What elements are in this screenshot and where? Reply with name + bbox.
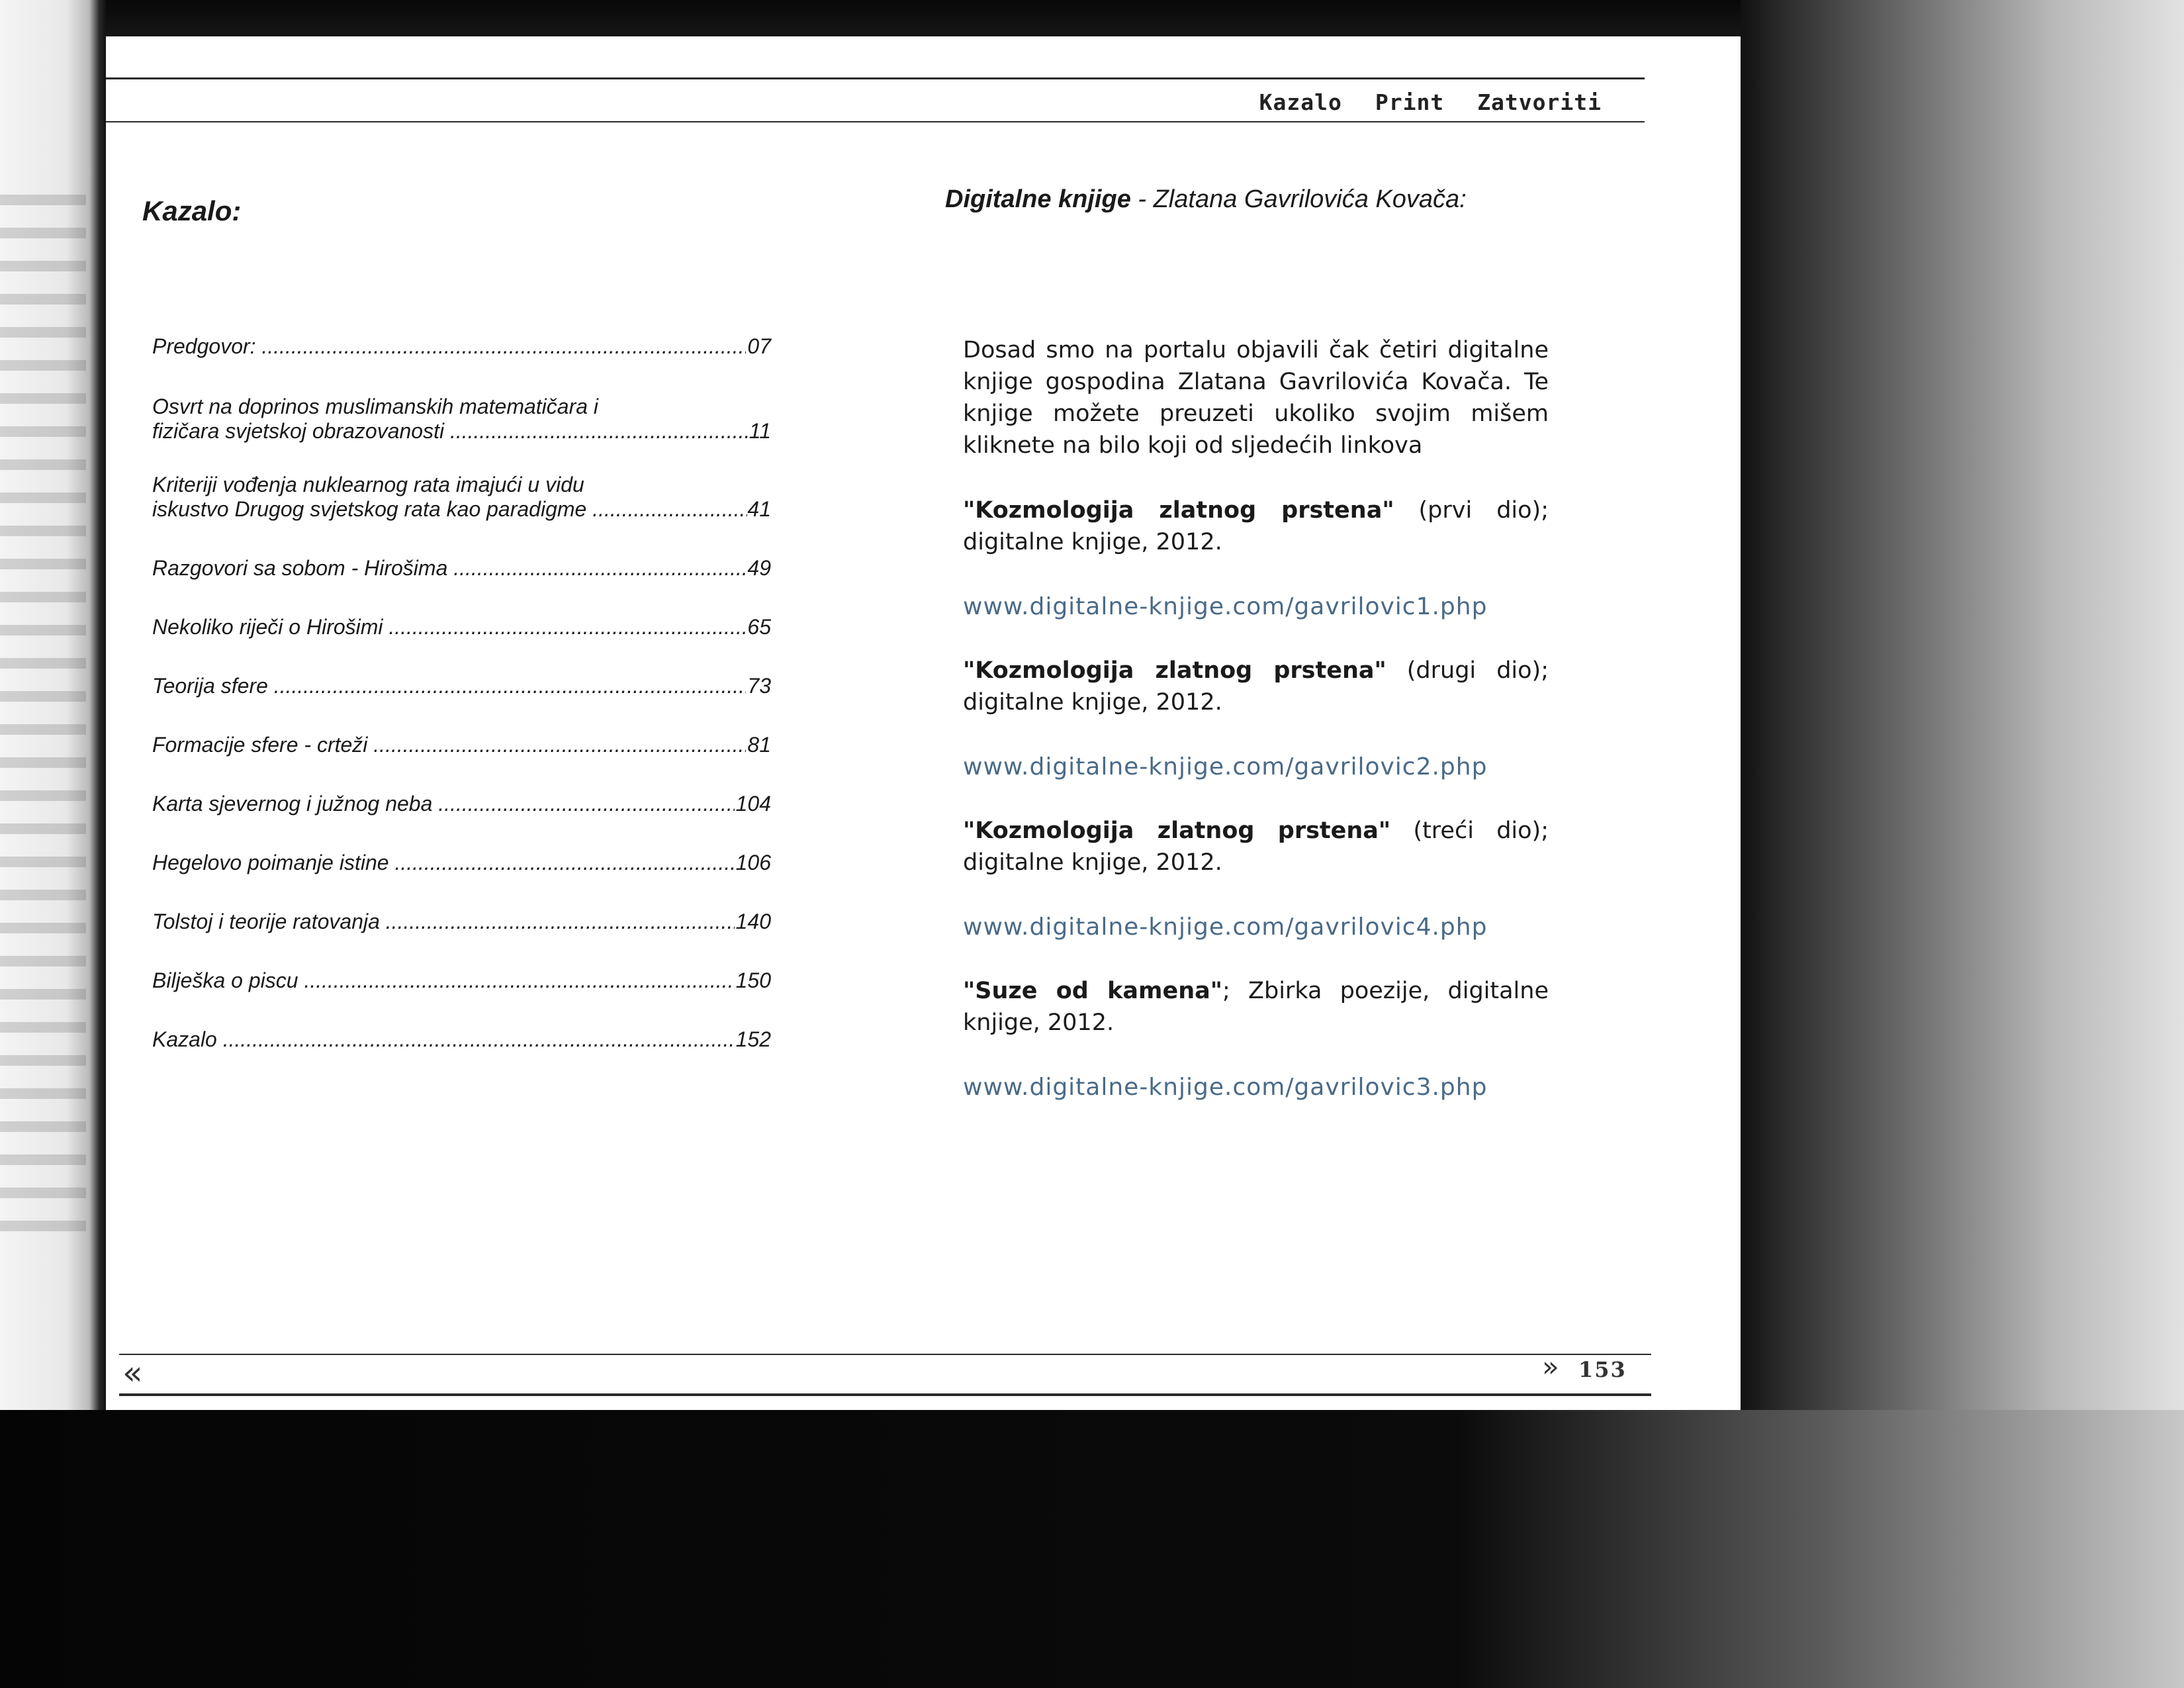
book-title: "Suze od kamena" — [963, 978, 1222, 1004]
book-description: ; Zbirka poezije, digitalne knjige, 2012. — [963, 978, 1549, 1036]
digital-books-heading — [945, 185, 1467, 214]
toc-item[interactable] — [152, 473, 771, 522]
book-title: "Kozmologija zlatnog prstena" — [963, 657, 1387, 684]
toc-page-number: 73 — [747, 674, 771, 698]
book-page — [106, 36, 1741, 1410]
toc-title: Bilješka o piscu ..... — [152, 968, 735, 993]
toc-title: Hegelovo poimanje istine ..... — [152, 851, 735, 875]
toc-page-number: 49 — [747, 556, 771, 580]
scan-border-bottom — [0, 1410, 2184, 1688]
book-entry — [963, 655, 1549, 718]
toc-item[interactable] — [152, 851, 771, 875]
book-description: (treći dio); digitalne knjige, 2012. — [963, 818, 1549, 876]
book-entry — [963, 815, 1549, 878]
footer-rule-bottom — [119, 1393, 1651, 1396]
toolbar — [1259, 89, 1602, 115]
toc-title-line1: Osvrt na doprinos muslimanskih matematičara i — [152, 395, 599, 418]
toc-page-number: 140 — [735, 910, 771, 933]
footer-rule-top — [119, 1354, 1651, 1355]
book-title: "Kozmologija zlatnog prstena" — [963, 818, 1391, 844]
book-title: "Kozmologija zlatnog prstena" — [963, 497, 1394, 524]
digital-books-content — [963, 334, 1549, 1135]
book-download-link[interactable]: www.digitalne-knjige.com/gavrilovic4.php — [963, 914, 1488, 941]
toc-page-number: 152 — [735, 1027, 771, 1051]
toc-page-number: 65 — [747, 615, 771, 639]
toc-title-line1: Kriteriji vođenja nuklearnog rata imajući u vidu — [152, 473, 584, 496]
toc-item[interactable] — [152, 792, 771, 816]
book-download-link[interactable]: www.digitalne-knjige.com/gavrilovic2.php — [963, 753, 1488, 780]
table-of-contents — [152, 334, 771, 1052]
book-description: (drugi dio); digitalne knjige, 2012. — [963, 657, 1549, 716]
toc-item[interactable] — [152, 556, 771, 581]
scan-bleed-text — [0, 172, 86, 1231]
book-download-link[interactable]: www.digitalne-knjige.com/gavrilovic3.php — [963, 1074, 1488, 1101]
toc-item[interactable] — [152, 674, 771, 698]
toc-title: Nekoliko riječi o Hirošimi ..... — [152, 615, 746, 639]
book-entry — [963, 494, 1549, 558]
toc-title: Tolstoj i teorije ratovanja ..... — [152, 910, 735, 934]
intro-paragraph: Dosad smo na portalu objavili čak četiri digitalne knjige gospodina Zlatana Gavrilovića Kovača. Te knjige možete preuzeti ukoliko svojim mišem kliknete na bilo koji od sljedećih linkova — [963, 337, 1549, 459]
toc-page-number: 07 — [747, 334, 771, 358]
top-rule — [106, 77, 1645, 79]
toc-title-line2: iskustvo Drugog svjetskog rata kao paradigme ..... — [152, 497, 747, 522]
toc-page-number: 106 — [735, 851, 771, 874]
previous-page-icon[interactable]: « — [122, 1354, 143, 1392]
toc-page-number: 11 — [749, 419, 771, 443]
print-link[interactable]: Print — [1375, 89, 1445, 115]
book-description: (prvi dio); digitalne knjige, 2012. — [963, 497, 1549, 555]
toc-page-number: 81 — [747, 733, 771, 757]
toc-item[interactable] — [152, 615, 771, 639]
digital-books-heading-rest: - Zlatana Gavrilovića Kovača: — [1130, 185, 1467, 213]
toc-title: Kazalo ..... — [152, 1027, 735, 1052]
toc-item[interactable] — [152, 334, 771, 359]
book-download-link[interactable]: www.digitalne-knjige.com/gavrilovic1.php — [963, 593, 1488, 620]
toc-item[interactable] — [152, 968, 771, 993]
digital-books-heading-bold: Digitalne knjige — [945, 185, 1131, 213]
toc-title: Karta sjevernog i južnog neba ..... — [152, 792, 735, 816]
toc-item[interactable] — [152, 733, 771, 757]
toc-page-number: 104 — [735, 792, 771, 816]
toc-title: Teorija sfere ..... — [152, 674, 746, 698]
toc-title-line2: fizičara svjetskoj obrazovanosti ..... — [152, 419, 749, 444]
toc-page-number: 41 — [747, 497, 771, 521]
index-link[interactable]: Kazalo — [1259, 89, 1342, 115]
toolbar-rule — [106, 121, 1645, 122]
toc-title: Formacije sfere - crteži ..... — [152, 733, 746, 757]
next-page-icon[interactable]: » — [1542, 1350, 1559, 1383]
toc-item[interactable] — [152, 1027, 771, 1052]
toc-title: Razgovori sa sobom - Hirošima ..... — [152, 556, 746, 581]
book-entry — [963, 975, 1549, 1039]
index-heading: Kazalo: — [142, 195, 242, 226]
toc-page-number: 150 — [735, 968, 771, 992]
page-number: 153 — [1578, 1357, 1627, 1382]
close-link[interactable]: Zatvoriti — [1477, 89, 1602, 115]
toc-item[interactable] — [152, 395, 771, 444]
toc-title: Predgovor: ..... — [152, 334, 746, 359]
toc-item[interactable] — [152, 910, 771, 934]
